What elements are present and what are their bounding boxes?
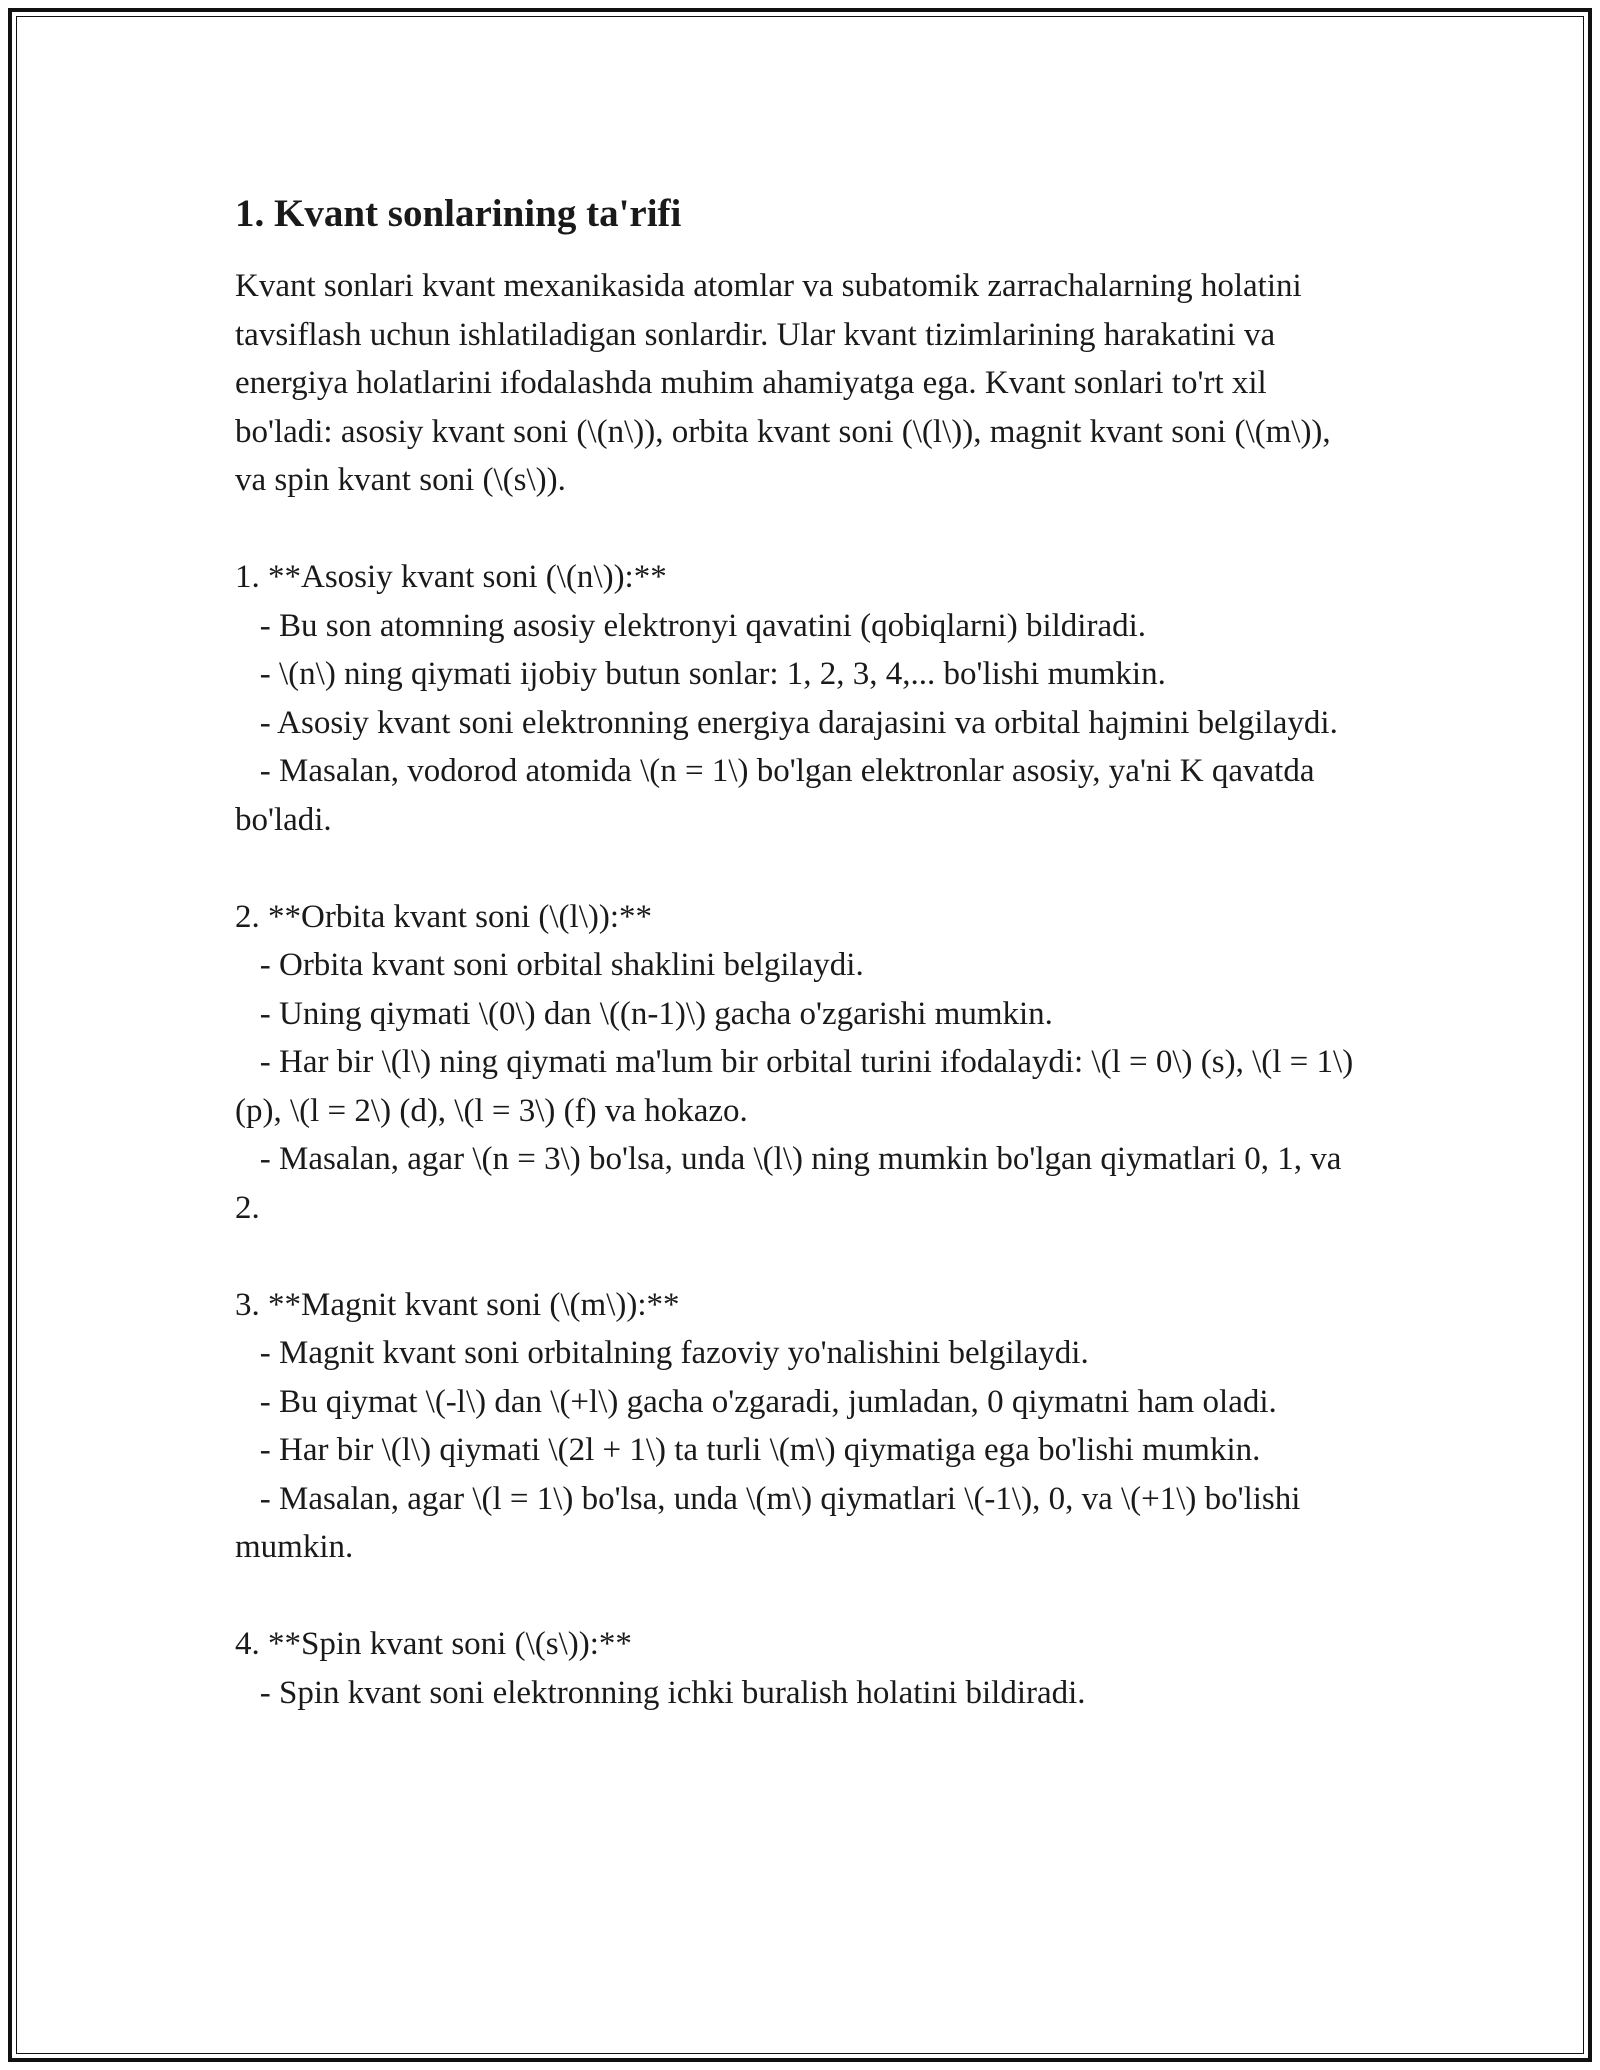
section-title: 3. **Magnit kvant soni (\(m\)):** bbox=[235, 1286, 680, 1323]
bullet-item: - Bu qiymat \(-l\) dan \(+l\) gacha o'zgaradi, jumladan, 0 qiymatni ham oladi. bbox=[235, 1383, 1277, 1420]
bullet-item: - Masalan, agar \(l = 1\) bo'lsa, unda \(m\) qiymatlari \(-1\), 0, va \(+1\) bo'lishi mumkin. bbox=[235, 1480, 1309, 1565]
bullet-item: - Har bir \(l\) qiymati \(2l + 1\) ta turli \(m\) qiymatiga ega bo'lishi mumkin. bbox=[235, 1432, 1261, 1468]
intro-paragraph: Kvant sonlari kvant mexanikasida atomlar va subatomik zarrachalarning holatini tavsiflash uchun ishlatiladigan sonlardir. Ular kvant tizimlarining harakatini va energiya holatlarini ifodalashda muhim ahamiyatga ega. Kvant sonlari to'rt xil bo'ladi: asosiy kvant soni (\(n\)), orbita kvant soni (\(l\)), magnit kvant soni (\(m\)), va spin kvant soni (\(s\)). bbox=[235, 268, 1331, 498]
bullet-item: - Orbita kvant soni orbital shaklini belgilaydi. bbox=[235, 947, 864, 983]
bullet-item: - Masalan, vodorod atomida \(n = 1\) bo'lgan elektronlar asosiy, ya'ni K qavatda bo'ladi. bbox=[235, 753, 1323, 838]
section-magnit-kvant-soni bbox=[235, 1281, 1365, 1572]
bullet-item: - Asosiy kvant soni elektronning energiya darajasini va orbital hajmini belgilaydi. bbox=[235, 704, 1338, 741]
section-orbita-kvant-soni bbox=[235, 893, 1365, 1233]
section-asosiy-kvant-soni bbox=[235, 553, 1365, 844]
bullet-item: - Uning qiymati \(0\) dan \((n-1)\) gacha o'zgarishi mumkin. bbox=[235, 995, 1053, 1032]
bullet-item: - Spin kvant soni elektronning ichki buralish holatini bildiradi. bbox=[235, 1674, 1086, 1711]
bullet-item: - Masalan, agar \(n = 3\) bo'lsa, unda \(l\) ning mumkin bo'lgan qiymatlari 0, 1, va 2. bbox=[235, 1141, 1350, 1226]
section-title: 2. **Orbita kvant soni (\(l\)):** bbox=[235, 898, 653, 935]
document-body bbox=[235, 186, 1365, 1717]
section-spin-kvant-soni bbox=[235, 1620, 1365, 1717]
section-title: 4. **Spin kvant soni (\(s\)):** bbox=[235, 1626, 632, 1662]
document-heading: 1. Kvant sonlarining ta'rifi bbox=[235, 192, 682, 235]
section-title: 1. **Asosiy kvant soni (\(n\)):** bbox=[235, 559, 667, 595]
bullet-item: - Magnit kvant soni orbitalning fazoviy yo'nalishini belgilaydi. bbox=[235, 1335, 1089, 1371]
bullet-item: - \(n\) ning qiymati ijobiy butun sonlar: 1, 2, 3, 4,... bo'lishi mumkin. bbox=[235, 656, 1166, 692]
bullet-item: - Bu son atomning asosiy elektronyi qavatini (qobiqlarni) bildiradi. bbox=[235, 607, 1147, 644]
bullet-item: - Har bir \(l\) ning qiymati ma'lum bir orbital turini ifodalaydi: \(l = 0\) (s), \(l = 1\) (p), \(l = 2\) (d), \(l = 3\) (f) va hokazo. bbox=[235, 1044, 1362, 1129]
